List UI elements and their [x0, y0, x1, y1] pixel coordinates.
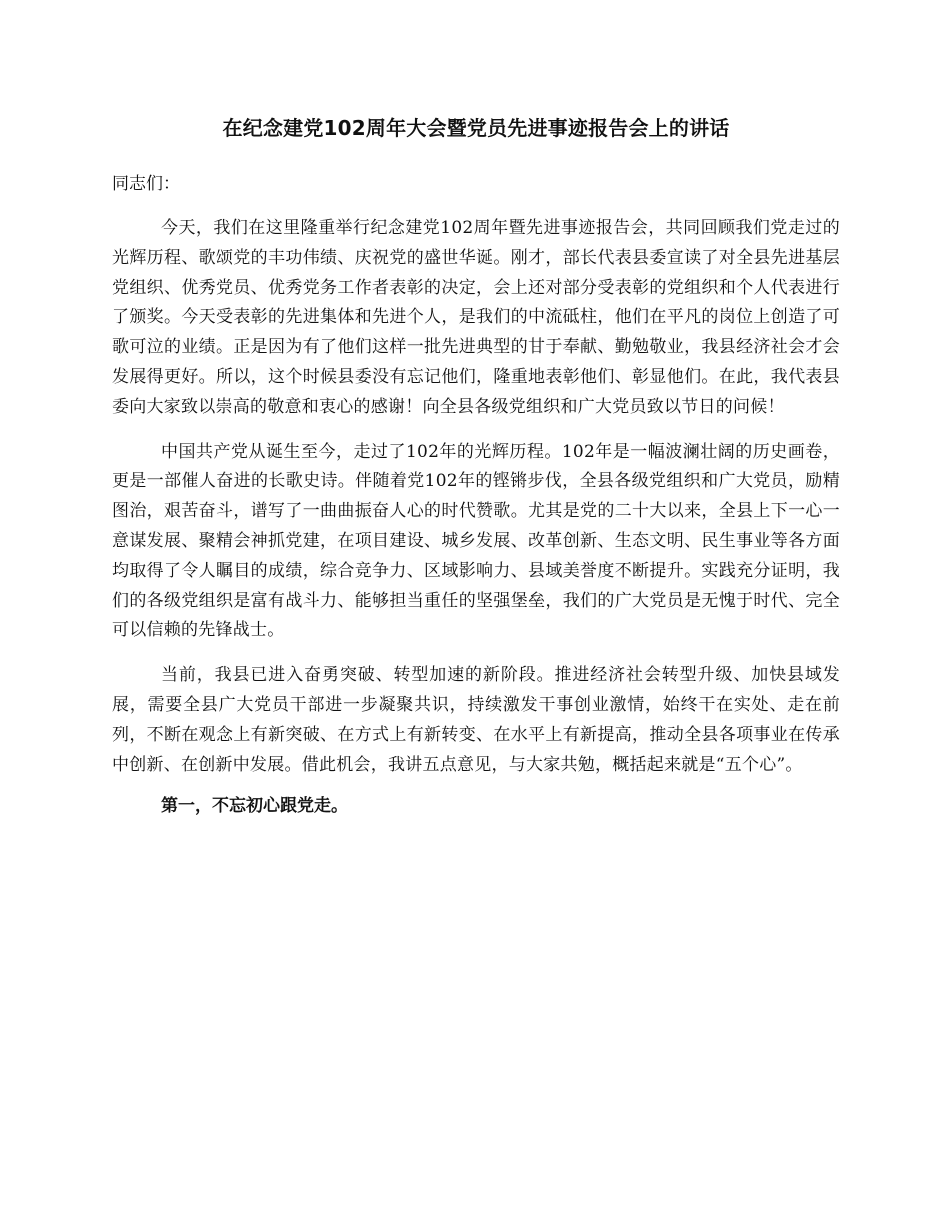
- document-page: [112, 110, 840, 821]
- paragraph-opening: 今天，我们在这里隆重举行纪念建党102周年暨先进事迹报告会，共同回顾我们党走过的光辉历程、歌颂党的丰功伟绩、庆祝党的盛世华诞。刚才，部长代表县委宣读了对全县先进基层党组织、优秀党员、优秀党务工作者表彰的决定，会上还对部分受表彰的党组织和个人代表进行了颁奖。今天受表彰的先进集体和先进个人，是我们的中流砥柱，他们在平凡的岗位上创造了可歌可泣的业绩。正是因为有了他们这样一批先进典型的甘于奉献、勤勉敬业，我县经济社会才会发展得更好。所以，这个时候县委没有忘记他们，隆重地表彰他们、彰显他们。在此，我代表县委向大家致以崇高的敬意和衷心的感谢！向全县各级党组织和广大党员致以节日的问候！: [112, 218, 840, 417]
- paragraph-history: 中国共产党从诞生至今，走过了102年的光辉历程。102年是一幅波澜壮阔的历史画卷，更是一部催人奋进的长歌史诗。伴随着党102年的铿锵步伐，全县各级党组织和广大党员，励精图治，艰苦奋斗，谱写了一曲曲振奋人心的时代赞歌。尤其是党的二十大以来，全县上下一心一意谋发展、聚精会神抓党建，在项目建设、城乡发展、改革创新、生态文明、民生事业等各方面均取得了令人瞩目的成绩，综合竞争力、区域影响力、县域美誉度不断提升。实践充分证明，我们的各级党组织是富有战斗力、能够担当重任的坚强堡垒，我们的广大党员是无愧于时代、完全可以信赖的先锋战士。: [112, 441, 840, 641]
- document-title: 在纪念建党102周年大会暨党员先进事迹报告会上的讲话: [222, 116, 730, 140]
- section-heading: 第一，不忘初心跟党走。: [161, 796, 348, 817]
- paragraph-current-stage: 当前，我县已进入奋勇突破、转型加速的新阶段。推进经济社会转型升级、加快县域发展，需要全县广大党员干部进一步凝聚共识，持续激发干事创业激情，始终干在实处、走在前列，不断在观念上有新突破、在方式上有新转变、在水平上有新提高，推动全县各项事业在传承中创新、在创新中发展。借此机会，我讲五点意见，与大家共勉，概括起来就是“五个心”。: [112, 665, 840, 775]
- salutation: 同志们：: [112, 174, 180, 194]
